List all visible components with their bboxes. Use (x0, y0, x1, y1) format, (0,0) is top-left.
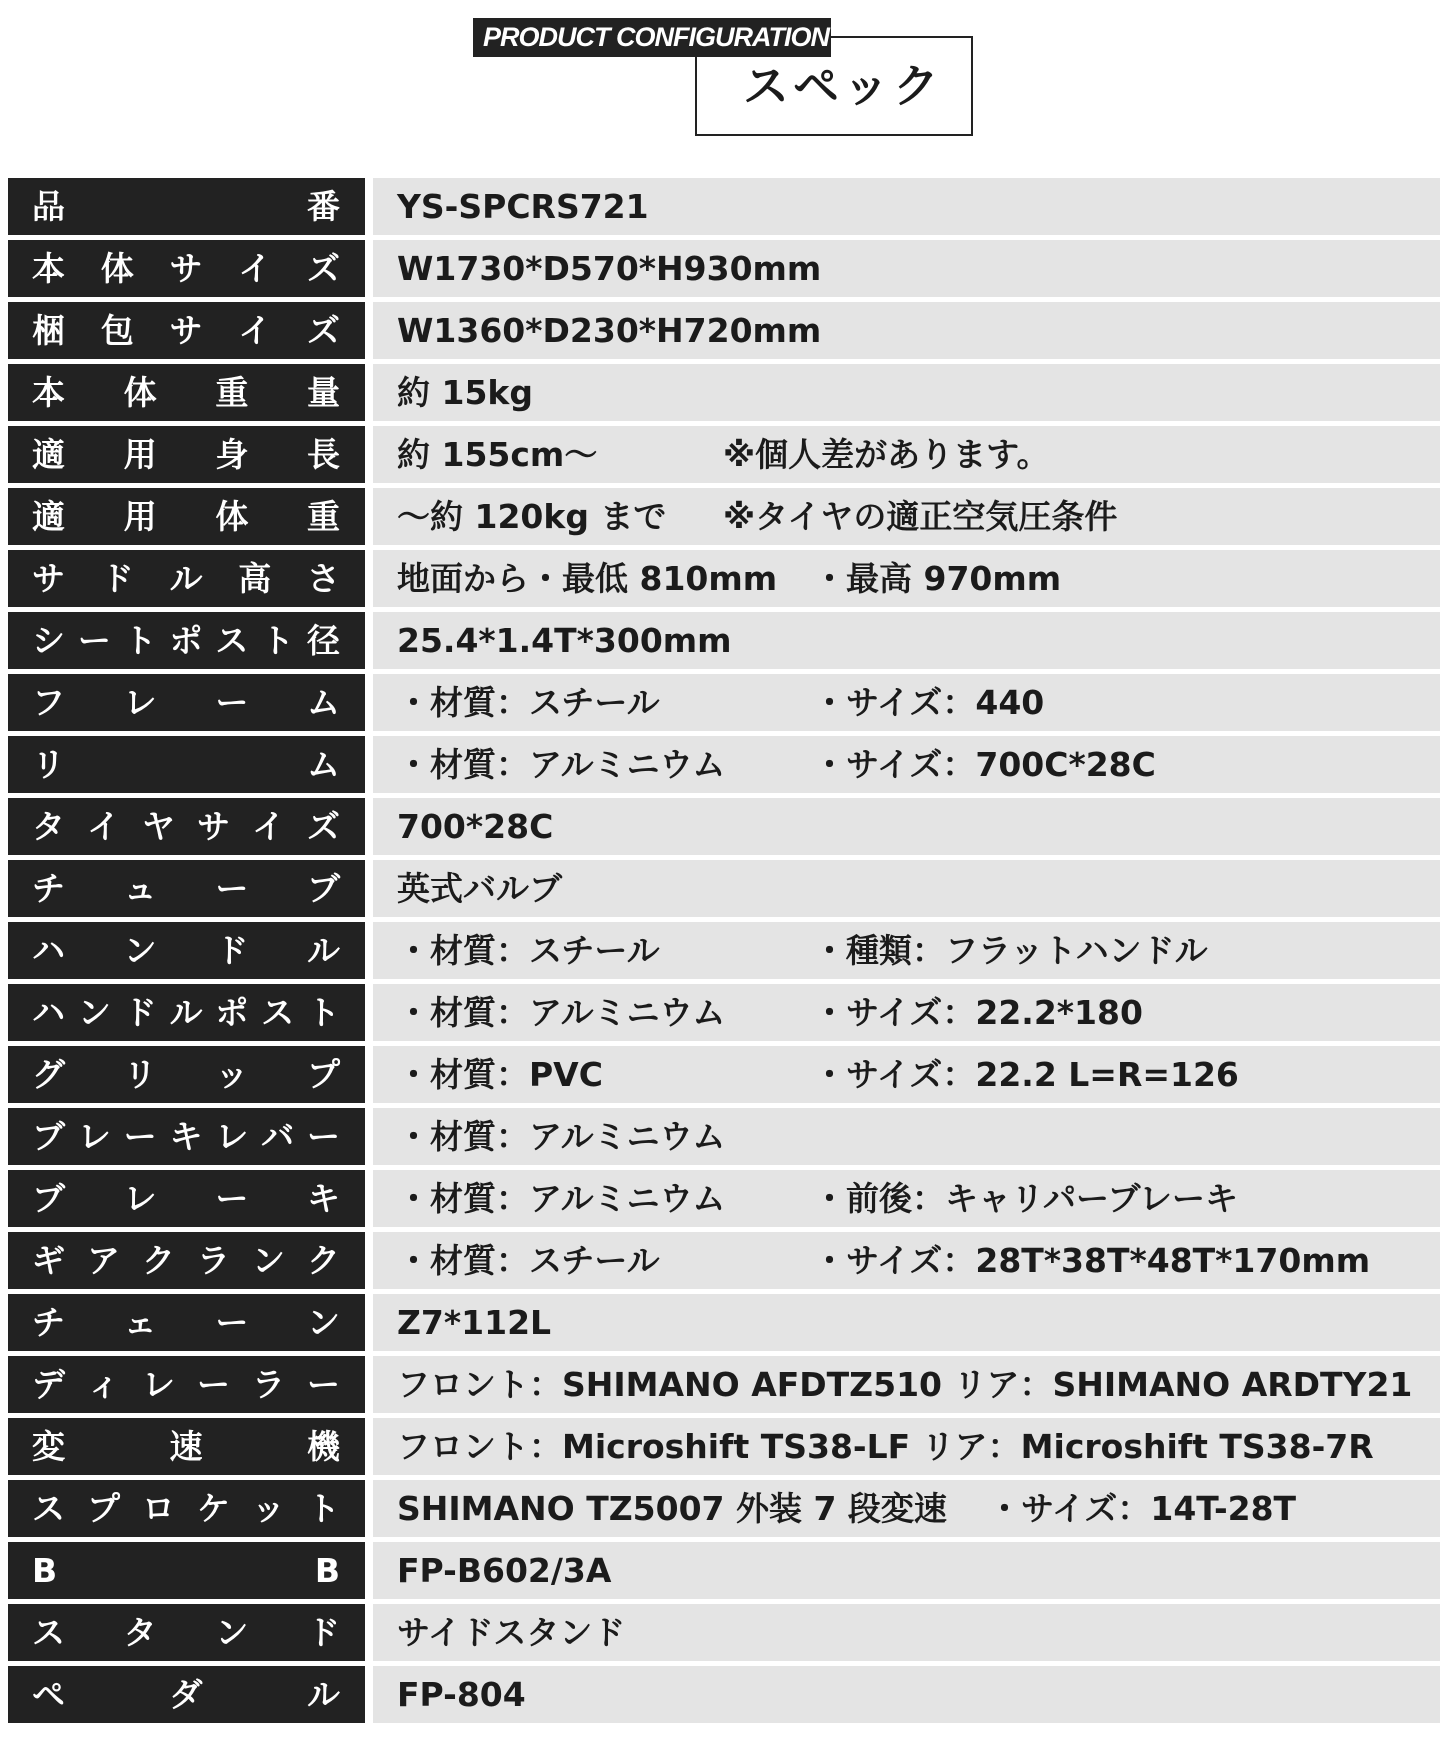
spec-label: 本 体 重 量 (8, 364, 365, 421)
spec-value-primary: サイドスタンド (397, 1613, 626, 1652)
spec-label: リ ム (8, 736, 365, 793)
spec-value-primary: 地面から・最低 810mm (397, 559, 778, 598)
spec-label: チ ェ ー ン (8, 1294, 365, 1351)
spec-value-primary: 英式バルブ (397, 869, 562, 908)
spec-value (373, 1170, 1440, 1227)
spec-label: ペ ダ ル (8, 1666, 365, 1723)
header-title: スペック (695, 36, 973, 136)
spec-value (373, 860, 1440, 917)
spec-value (373, 240, 1440, 297)
spec-label: ハ ン ド ル ポ ス ト (8, 984, 365, 1041)
spec-value-primary: ・材質：アルミニウム (397, 745, 726, 784)
spec-value (373, 1108, 1440, 1165)
spec-value (373, 1232, 1440, 1289)
spec-value-primary: フロント：Microshift TS38-LF リア：Microshift TS38-7R (397, 1427, 1374, 1466)
spec-row (8, 550, 1440, 607)
spec-value-primary: ・材質：スチール (397, 1241, 660, 1280)
spec-table (8, 178, 1440, 1728)
spec-label: ブ レ ー キ (8, 1170, 365, 1227)
spec-value (373, 1294, 1440, 1351)
spec-row (8, 1232, 1440, 1289)
spec-value (373, 1542, 1440, 1599)
spec-row (8, 1418, 1440, 1475)
spec-value-secondary: ※タイヤの適正空気圧条件 (723, 497, 1118, 536)
spec-value-primary: ・材質：スチール (397, 683, 660, 722)
spec-value (373, 302, 1440, 359)
spec-label: サ ド ル 高 さ (8, 550, 365, 607)
spec-value-secondary: ・サイズ：440 (813, 683, 1045, 722)
spec-row (8, 798, 1440, 855)
spec-row (8, 302, 1440, 359)
spec-row (8, 1480, 1440, 1537)
spec-row (8, 364, 1440, 421)
spec-value-primary: FP-804 (397, 1675, 526, 1714)
spec-label: ギ ア ク ラ ン ク (8, 1232, 365, 1289)
spec-label: タ イ ヤ サ イ ズ (8, 798, 365, 855)
spec-label: 適 用 体 重 (8, 488, 365, 545)
spec-label: シ ー ト ポ ス ト 径 (8, 612, 365, 669)
spec-value-primary: ・材質：スチール (397, 931, 660, 970)
spec-row (8, 240, 1440, 297)
spec-label: ブ レ ー キ レ バ ー (8, 1108, 365, 1165)
spec-value (373, 798, 1440, 855)
spec-value-primary: ・材質：アルミニウム (397, 1179, 726, 1218)
spec-label: 適 用 身 長 (8, 426, 365, 483)
spec-value-primary: ・材質：アルミニウム (397, 993, 726, 1032)
spec-value (373, 922, 1440, 979)
spec-value (373, 1666, 1440, 1723)
spec-value (373, 984, 1440, 1041)
spec-row (8, 674, 1440, 731)
spec-row (8, 426, 1440, 483)
spec-row (8, 1666, 1440, 1723)
spec-value-primary: SHIMANO TZ5007 外装 7 段変速 (397, 1489, 947, 1528)
spec-value (373, 1418, 1440, 1475)
spec-value-primary: W1360*D230*H720mm (397, 311, 822, 350)
spec-label: 梱 包 サ イ ズ (8, 302, 365, 359)
spec-value (373, 488, 1440, 545)
spec-value-secondary: ・サイズ：14T-28T (988, 1489, 1297, 1528)
spec-value-secondary: ※個人差があります。 (723, 435, 1050, 474)
spec-row (8, 488, 1440, 545)
spec-value-primary: ・材質：PVC (397, 1055, 603, 1094)
spec-row (8, 1108, 1440, 1165)
spec-value-secondary: ・サイズ：22.2*180 (813, 993, 1143, 1032)
spec-value-secondary: ・種類：フラットハンドル (813, 931, 1208, 970)
spec-value-secondary: ・最高 970mm (813, 559, 1062, 598)
spec-row (8, 736, 1440, 793)
spec-label: ス タ ン ド (8, 1604, 365, 1661)
spec-header (473, 18, 973, 138)
spec-row (8, 178, 1440, 235)
spec-value-primary: 約 15kg (397, 373, 533, 412)
spec-label: B B (8, 1542, 365, 1599)
spec-value-primary: YS-SPCRS721 (397, 187, 649, 226)
spec-value (373, 426, 1440, 483)
spec-value-secondary: ・サイズ：28T*38T*48T*170mm (813, 1241, 1371, 1280)
spec-row (8, 1604, 1440, 1661)
spec-value-primary: 25.4*1.4T*300mm (397, 621, 732, 660)
spec-value-primary: FP-B602/3A (397, 1551, 612, 1590)
spec-value (373, 364, 1440, 421)
spec-value-primary: 約 155cm〜 (397, 435, 598, 474)
spec-row (8, 612, 1440, 669)
spec-label: 変 速 機 (8, 1418, 365, 1475)
spec-value-secondary: ・サイズ：700C*28C (813, 745, 1156, 784)
spec-value (373, 550, 1440, 607)
spec-value-secondary: ・サイズ：22.2 L=R=126 (813, 1055, 1239, 1094)
spec-value (373, 1356, 1440, 1413)
spec-value (373, 178, 1440, 235)
spec-value-primary: 700*28C (397, 807, 554, 846)
spec-value (373, 1604, 1440, 1661)
spec-label: ハ ン ド ル (8, 922, 365, 979)
spec-value-primary: W1730*D570*H930mm (397, 249, 822, 288)
spec-row (8, 922, 1440, 979)
spec-row (8, 1356, 1440, 1413)
spec-label: チ ュ ー ブ (8, 860, 365, 917)
spec-value (373, 612, 1440, 669)
spec-value-primary: Z7*112L (397, 1303, 552, 1342)
spec-value-primary: 〜約 120kg まで (397, 497, 667, 536)
spec-row (8, 1046, 1440, 1103)
spec-value-primary: ・材質：アルミニウム (397, 1117, 726, 1156)
spec-row (8, 1542, 1440, 1599)
spec-value (373, 674, 1440, 731)
spec-label: 本 体 サ イ ズ (8, 240, 365, 297)
spec-label: フ レ ー ム (8, 674, 365, 731)
spec-value (373, 1480, 1440, 1537)
spec-label: 品 番 (8, 178, 365, 235)
spec-label: グ リ ッ プ (8, 1046, 365, 1103)
spec-row (8, 984, 1440, 1041)
spec-row (8, 860, 1440, 917)
header-subtitle: PRODUCT CONFIGURATION (473, 18, 831, 57)
spec-value (373, 736, 1440, 793)
spec-label: ス プ ロ ケ ッ ト (8, 1480, 365, 1537)
spec-value (373, 1046, 1440, 1103)
spec-label: デ ィ レ ー ラ ー (8, 1356, 365, 1413)
spec-value-secondary: ・前後：キャリパーブレーキ (813, 1179, 1239, 1218)
spec-row (8, 1170, 1440, 1227)
spec-row (8, 1294, 1440, 1351)
spec-value-primary: フロント：SHIMANO AFDTZ510 リア：SHIMANO ARDTY21 (397, 1365, 1413, 1404)
